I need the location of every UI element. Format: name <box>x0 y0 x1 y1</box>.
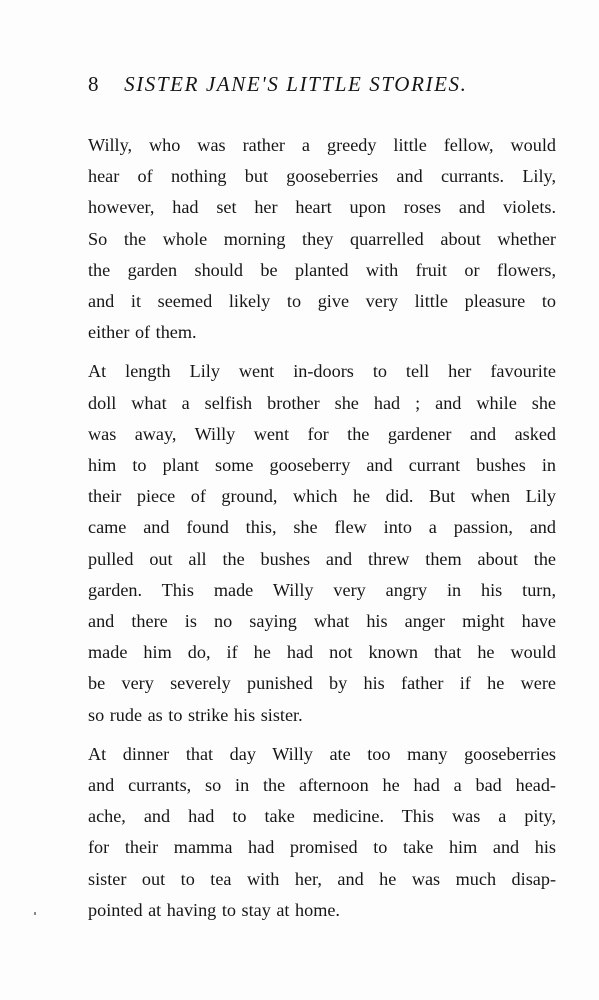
text-line: either of them. <box>88 322 197 343</box>
text-line: however, had set her heart upon roses and violets. <box>88 197 556 218</box>
text-line: made him do, if he had not known that he would <box>88 642 556 663</box>
text-line: sister out to tea with her, and he was much disap- <box>88 868 556 889</box>
paragraph-2 <box>88 356 556 730</box>
text-line: Willy, who was rather a greedy little fellow, would <box>88 135 556 155</box>
paragraph-1 <box>88 130 556 348</box>
body-text <box>88 130 556 934</box>
text-line: garden. This made Willy very angry in his turn, <box>88 579 556 600</box>
text-line: At dinner that day Willy ate too many gooseberries <box>88 743 556 764</box>
text-line: so rude as to strike his sister. <box>88 704 303 725</box>
text-line: hear of nothing but gooseberries and currants. Lily, <box>88 166 556 187</box>
text-line: At length Lily went in-doors to tell her favourite <box>88 361 556 382</box>
running-head <box>88 72 528 108</box>
text-line: and it seemed likely to give very little pleasure to <box>88 291 556 312</box>
text-line: the garden should be planted with fruit or flowers, <box>88 259 556 280</box>
ink-speck <box>34 912 36 915</box>
page-number: 8 <box>88 72 101 96</box>
text-line: their piece of ground, which he did. But when Lily <box>88 486 556 507</box>
text-line: for their mamma had promised to take him and his <box>88 837 556 858</box>
text-line: So the whole morning they quarrelled about whether <box>88 228 556 249</box>
text-line: came and found this, she flew into a passion, and <box>88 517 556 538</box>
running-title: SISTER JANE'S LITTLE STORIES. <box>124 72 468 96</box>
text-line: pulled out all the bushes and threw them about the <box>88 548 556 569</box>
text-line: and currants, so in the afternoon he had a bad head- <box>88 775 556 796</box>
text-line: him to plant some gooseberry and currant bushes in <box>88 455 556 476</box>
text-line: was away, Willy went for the gardener and asked <box>88 423 556 444</box>
text-line: ache, and had to take medicine. This was a pity, <box>88 806 556 827</box>
text-line: and there is no saying what his anger might have <box>88 611 556 632</box>
text-line: pointed at having to stay at home. <box>88 899 340 920</box>
text-line: doll what a selfish brother she had ; and while she <box>88 392 556 413</box>
text-line: be very severely punished by his father if he were <box>88 673 556 694</box>
paragraph-3 <box>88 739 556 926</box>
